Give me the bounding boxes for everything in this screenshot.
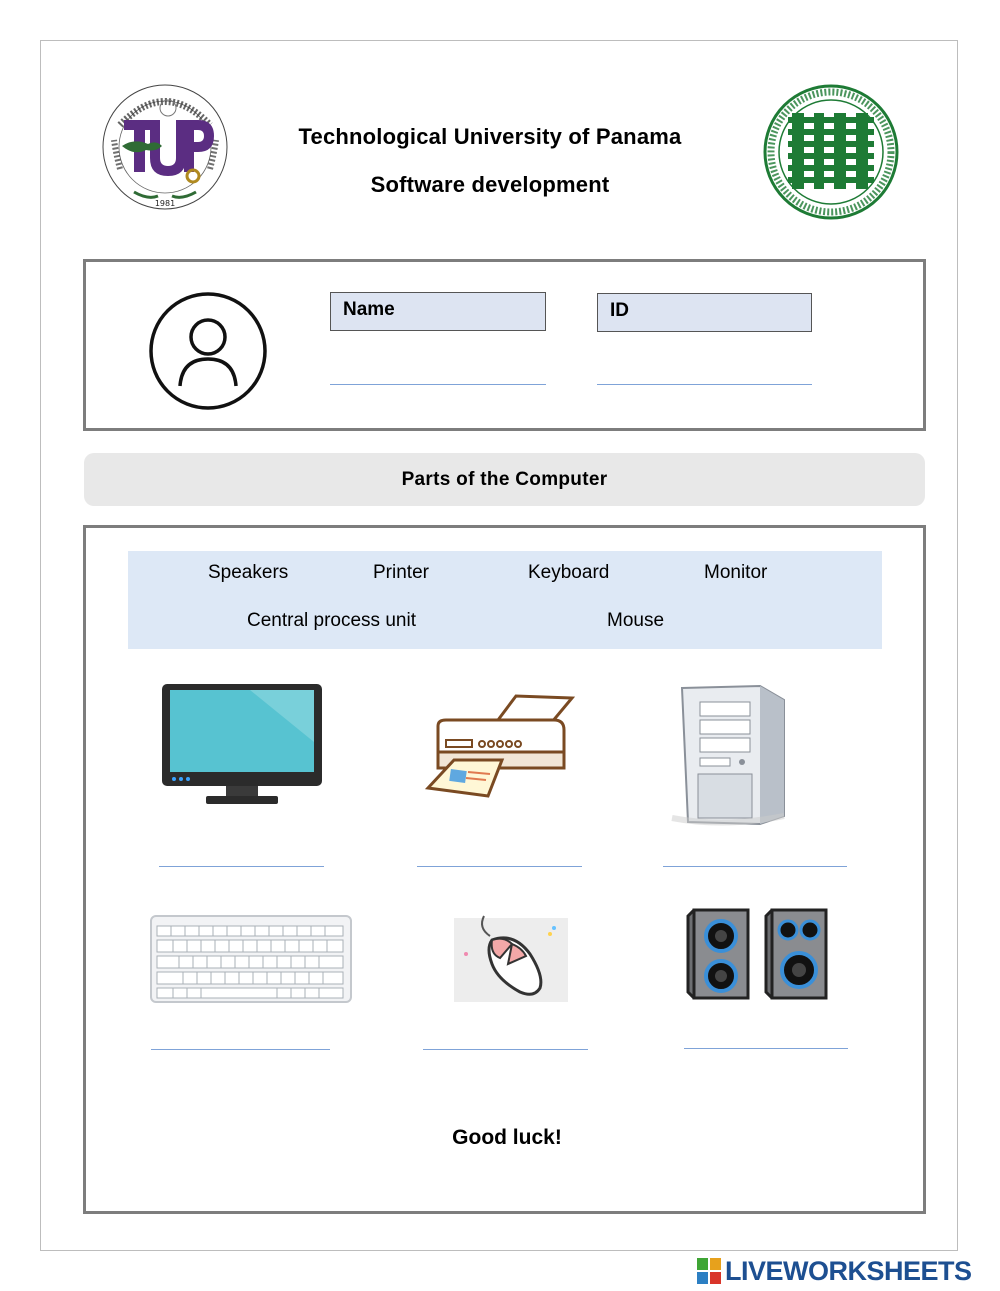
fisc-logo-icon <box>762 83 900 221</box>
liveworksheets-logo-icon <box>697 1258 721 1284</box>
brand-name: LIVEWORKSHEETS <box>725 1255 972 1286</box>
id-label: ID <box>597 293 812 332</box>
user-avatar-icon <box>148 291 268 411</box>
answer-input-keyboard[interactable] <box>151 1049 330 1050</box>
word-bank-item: Monitor <box>704 562 768 583</box>
word-bank-item: Printer <box>373 562 429 583</box>
answer-input-printer[interactable] <box>417 866 582 867</box>
good-luck-text: Good luck! <box>452 1126 562 1149</box>
utp-logo-icon <box>98 80 232 214</box>
id-input[interactable] <box>597 384 812 385</box>
cpu-tower-icon <box>664 678 798 828</box>
liveworksheets-brand[interactable] <box>697 1256 972 1286</box>
speakers-icon <box>684 906 832 1002</box>
answer-input-monitor[interactable] <box>159 866 324 867</box>
word-bank-item: Keyboard <box>528 562 610 583</box>
answer-input-mouse[interactable] <box>423 1049 588 1050</box>
section-banner <box>84 453 925 506</box>
section-title: Parts of the Computer <box>401 468 608 490</box>
utp-logo-year: 1981 <box>154 199 176 208</box>
mouse-icon <box>454 914 568 1002</box>
answer-input-cpu[interactable] <box>663 866 847 867</box>
name-input[interactable] <box>330 384 546 385</box>
subject-title: Software development <box>370 172 610 197</box>
name-label: Name <box>330 292 546 331</box>
keyboard-icon <box>147 912 357 1008</box>
monitor-icon <box>160 682 324 808</box>
answer-input-speakers[interactable] <box>684 1048 848 1049</box>
word-bank-item: Mouse <box>607 610 665 631</box>
word-bank-item: Speakers <box>208 562 289 583</box>
printer-icon <box>420 690 576 802</box>
university-title: Technological University of Panama <box>298 124 682 149</box>
word-bank-item: Central process unit <box>247 610 416 631</box>
